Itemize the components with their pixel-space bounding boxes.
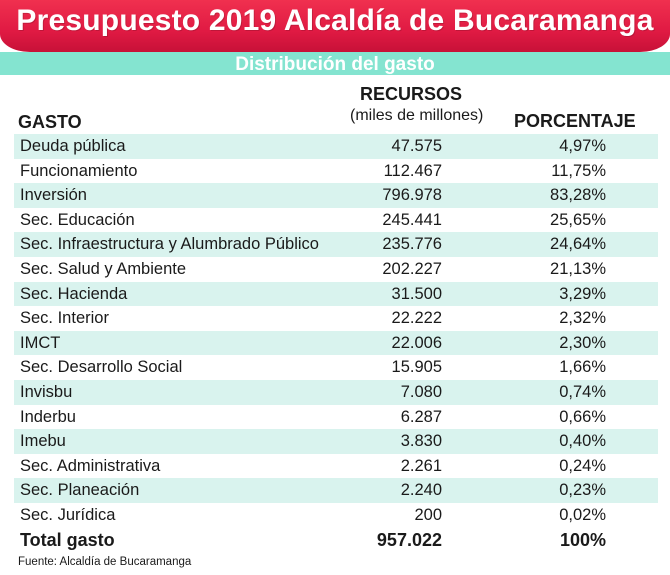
table-row [14, 306, 658, 331]
gasto-cell: Deuda pública [20, 137, 126, 155]
gasto-cell: Sec. Interior [20, 309, 109, 328]
recursos-cell: 235.776 [382, 235, 442, 254]
recursos-cell: 7.080 [400, 383, 442, 401]
porcentaje-cell: 25,65% [550, 210, 606, 229]
recursos-cell: 6.287 [400, 407, 442, 426]
gasto-cell: Sec. Salud y Ambiente [20, 260, 187, 278]
gasto-cell: IMCT [20, 333, 61, 352]
table-row [14, 503, 658, 528]
gasto-cell: Sec. Infraestructura y Alumbrado Público [20, 235, 319, 254]
porcentaje-cell: 2,32% [559, 309, 606, 328]
recursos-cell: 15.905 [391, 358, 442, 377]
header-porcentaje: PORCENTAJE [514, 111, 636, 131]
porcentaje-cell: 0,02% [559, 506, 606, 524]
header-recursos: RECURSOS [360, 84, 463, 104]
table-row [14, 208, 658, 233]
porcentaje-cell: 0,74% [559, 383, 606, 401]
table-row [14, 159, 658, 184]
page-title: Presupuesto 2019 Alcaldía de Bucaramanga [16, 4, 654, 37]
header-recursos-unit: (miles de millones) [350, 107, 484, 124]
recursos-cell: 796.978 [382, 186, 442, 205]
porcentaje-cell: 2,30% [559, 333, 606, 352]
gasto-cell: Sec. Jurídica [20, 506, 116, 524]
porcentaje-cell: 3,29% [559, 284, 606, 303]
total-row [14, 528, 658, 553]
gasto-cell: Sec. Hacienda [20, 284, 128, 303]
gasto-cell: Sec. Educación [20, 210, 135, 229]
porcentaje-cell: 21,13% [550, 260, 606, 278]
gasto-cell: Imebu [20, 432, 66, 451]
table-row [14, 478, 658, 503]
table-row [14, 183, 658, 208]
recursos-cell: 47.575 [391, 137, 442, 155]
gasto-cell: Sec. Planeación [20, 481, 140, 500]
table-row [14, 257, 658, 282]
table-row [14, 355, 658, 380]
porcentaje-cell: 0,24% [559, 456, 606, 475]
table-row [14, 380, 658, 405]
porcentaje-cell: 0,66% [559, 407, 606, 426]
recursos-cell: 22.006 [391, 333, 442, 352]
table-row [14, 134, 658, 159]
table-row [14, 429, 658, 454]
gasto-cell: Funcionamiento [20, 161, 138, 180]
porcentaje-cell: 1,66% [559, 358, 606, 377]
recursos-cell: 112.467 [383, 161, 442, 180]
page-subtitle: Distribución del gasto [235, 54, 435, 75]
gasto-cell: Invisbu [20, 383, 73, 401]
source-note: Fuente: Alcaldía de Bucaramanga [18, 556, 192, 568]
table-row [14, 331, 658, 356]
porcentaje-cell: 0,23% [559, 481, 606, 500]
recursos-cell: 2.240 [400, 481, 442, 500]
table-row [14, 405, 658, 430]
gasto-cell: Sec. Administrativa [20, 456, 161, 475]
gasto-cell: Inversión [20, 186, 87, 205]
porcentaje-cell: 24,64% [550, 235, 606, 254]
recursos-cell: 31.500 [391, 284, 442, 303]
recursos-cell: 22.222 [391, 309, 442, 328]
recursos-cell: 245.441 [382, 210, 442, 229]
header-gasto: GASTO [18, 112, 82, 132]
table-row [14, 282, 658, 307]
table-row [14, 454, 658, 479]
gasto-cell: Inderbu [20, 407, 76, 426]
table-row [14, 232, 658, 257]
recursos-cell: 202.227 [382, 260, 442, 278]
total-label: Total gasto [20, 529, 115, 550]
porcentaje-cell: 11,75% [551, 161, 606, 180]
gasto-cell: Sec. Desarrollo Social [20, 358, 183, 377]
total-porcentaje: 100% [559, 529, 606, 550]
recursos-cell: 2.261 [400, 456, 442, 475]
porcentaje-cell: 0,40% [559, 432, 606, 451]
porcentaje-cell: 4,97% [559, 137, 606, 155]
recursos-cell: 200 [414, 506, 442, 524]
recursos-cell: 3.830 [400, 432, 442, 451]
porcentaje-cell: 83,28% [550, 186, 606, 205]
total-recursos: 957.022 [376, 529, 442, 550]
